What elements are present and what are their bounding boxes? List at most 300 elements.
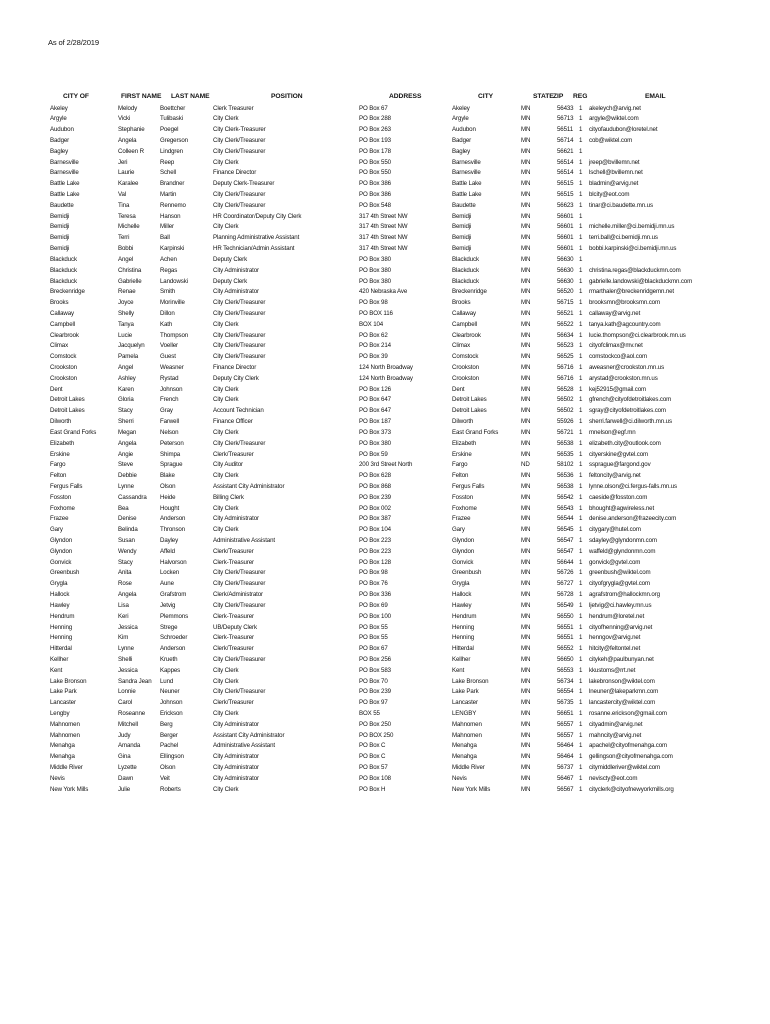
zip-cell: 56557 — [557, 731, 574, 739]
reg-cell: 1 — [579, 785, 583, 793]
state-cell: MN — [521, 418, 531, 426]
state-cell: MN — [521, 407, 531, 415]
position-cell: Deputy Clerk-Treasurer — [213, 180, 275, 188]
reg-cell: 1 — [579, 234, 583, 242]
table-row — [0, 623, 770, 634]
first-name-cell: Angie — [118, 450, 134, 458]
position-cell: City Administrator — [213, 720, 259, 728]
last-name-cell: Erickson — [160, 710, 183, 717]
email-cell: terri.ball@ci.bemidji.mn.us — [589, 234, 658, 242]
state-cell: MN — [521, 634, 531, 642]
position-cell: Assistant City Administrator — [213, 482, 285, 490]
state-cell: MN — [521, 785, 531, 793]
table-row — [0, 450, 770, 461]
state-cell: MN — [521, 180, 531, 188]
first-name-cell: Lynne — [118, 482, 134, 490]
table-row — [0, 612, 770, 623]
first-name-cell: Karen — [118, 385, 134, 393]
state-cell: MN — [521, 601, 531, 609]
last-name-cell: Weasner — [160, 364, 184, 371]
city-cell: Glyndon — [452, 537, 475, 544]
address-cell: 317 4th Street NW — [359, 234, 408, 242]
first-name-cell: Roseanne — [118, 710, 146, 717]
city-of-cell: Lake Bronson — [50, 677, 87, 685]
city-of-cell: Crookston — [50, 374, 77, 382]
address-cell: 420 Nebraska Ave — [359, 288, 408, 296]
table-row — [0, 255, 770, 266]
position-cell: Clerk-Treasurer — [213, 558, 254, 566]
address-cell: BOX 104 — [359, 320, 384, 328]
first-name-cell: Bobbi — [118, 245, 134, 253]
zip-cell: 56547 — [557, 537, 574, 544]
address-cell: PO Box 98 — [359, 299, 388, 307]
position-cell: Deputy Clerk — [213, 277, 248, 285]
last-name-cell: Plemmons — [160, 612, 189, 620]
first-name-cell: Jessica — [118, 623, 138, 631]
city-cell: Climax — [452, 342, 471, 350]
city-cell: Mahnomen — [452, 731, 482, 739]
table-row — [0, 114, 770, 125]
address-cell: 317 4th Street NW — [359, 223, 408, 231]
position-cell: City Clerk/Treasurer — [213, 136, 266, 144]
zip-cell: 56630 — [557, 266, 574, 274]
table-row — [0, 309, 770, 320]
email-cell: blcity@eot.com — [589, 191, 630, 198]
last-name-cell: Blake — [160, 472, 175, 480]
first-name-cell: Karalee — [118, 180, 139, 188]
city-of-cell: Dilworth — [50, 418, 72, 426]
table-row — [0, 212, 770, 223]
reg-cell: 1 — [579, 623, 583, 631]
city-of-cell: Mahnomen — [50, 731, 80, 739]
state-cell: MN — [521, 710, 531, 717]
reg-cell: 1 — [579, 136, 583, 144]
first-name-cell: Sandra Jean — [118, 677, 152, 685]
city-of-cell: Grygla — [50, 580, 68, 588]
first-name-cell: Belinda — [118, 526, 138, 534]
address-cell: PO Box 187 — [359, 418, 391, 426]
address-cell: 124 North Broadway — [359, 374, 413, 382]
last-name-cell: Boettcher — [160, 104, 186, 112]
first-name-cell: Teresa — [118, 212, 136, 220]
table-row — [0, 168, 770, 179]
state-cell: MN — [521, 115, 531, 123]
table-row — [0, 504, 770, 515]
state-cell: MN — [521, 331, 531, 339]
first-name-cell: Christina — [118, 266, 142, 274]
first-name-cell: Denise — [118, 515, 137, 523]
city-cell: Fergus Falls — [452, 482, 485, 490]
table-row — [0, 493, 770, 504]
email-cell: sgray@cityofdetroitlakes.com — [589, 407, 666, 415]
address-cell: PO Box 647 — [359, 407, 391, 415]
email-cell: cityadmin@arvig.net — [589, 720, 643, 728]
city-cell: Audubon — [452, 126, 476, 134]
email-cell: akeleych@arvig.net — [589, 104, 641, 112]
reg-cell: 1 — [579, 547, 583, 555]
state-cell: MN — [521, 666, 531, 674]
zip-cell: 56554 — [557, 688, 574, 696]
first-name-cell: Sherri — [118, 418, 134, 426]
first-name-cell: Joyce — [118, 299, 134, 307]
city-cell: Akeley — [452, 104, 470, 112]
first-name-cell: Renae — [118, 288, 136, 296]
last-name-cell: Hanson — [160, 212, 181, 220]
table-row — [0, 298, 770, 309]
city-cell: Bemidji — [452, 223, 472, 231]
first-name-cell: Terri — [118, 234, 130, 242]
state-cell: MN — [521, 580, 531, 588]
zip-cell: 56549 — [557, 601, 574, 609]
reg-cell: 1 — [579, 309, 583, 317]
position-cell: HR Coordinator/Deputy City Clerk — [213, 212, 302, 220]
last-name-cell: Strege — [160, 623, 178, 631]
first-name-cell: Michelle — [118, 223, 140, 231]
table-row — [0, 201, 770, 212]
address-cell: PO Box 250 — [359, 720, 391, 728]
address-cell: PO Box 628 — [359, 472, 391, 480]
zip-cell: 56601 — [557, 234, 574, 242]
city-of-cell: Climax — [50, 342, 69, 350]
table-row — [0, 514, 770, 525]
address-cell: PO Box 288 — [359, 115, 391, 123]
position-cell: Clerk/Administrator — [213, 591, 263, 599]
state-cell: MN — [521, 234, 531, 242]
state-cell: MN — [521, 774, 531, 782]
position-cell: City Clerk — [213, 526, 239, 534]
email-cell: cob@wiktel.com — [589, 136, 633, 144]
table-row — [0, 277, 770, 288]
city-cell: Kellher — [452, 655, 471, 663]
city-of-cell: Campbell — [50, 320, 75, 328]
zip-cell: 56716 — [557, 364, 574, 371]
column-header: POSITION — [271, 93, 303, 100]
table-row — [0, 547, 770, 558]
address-cell: PO Box C — [359, 742, 386, 750]
address-cell: PO Box 104 — [359, 526, 391, 534]
state-cell: MN — [521, 136, 531, 144]
position-cell: City Administrator — [213, 288, 259, 296]
reg-cell: 1 — [579, 201, 583, 209]
city-of-cell: Blackduck — [50, 255, 77, 263]
reg-cell: 1 — [579, 591, 583, 599]
last-name-cell: Anderson — [160, 645, 186, 653]
city-cell: Lake Park — [452, 688, 479, 696]
as-of-date: As of 2/28/2019 — [48, 38, 99, 47]
table-row — [0, 179, 770, 190]
table-row — [0, 731, 770, 742]
table-row — [0, 590, 770, 601]
last-name-cell: Regas — [160, 266, 178, 274]
address-cell: PO Box 223 — [359, 537, 391, 544]
city-cell: Campbell — [452, 320, 477, 328]
city-of-cell: Felton — [50, 472, 67, 480]
zip-cell: 56538 — [557, 439, 574, 447]
first-name-cell: Debbie — [118, 472, 137, 480]
email-cell: agrafstrom@hallockmn.org — [589, 591, 660, 599]
state-cell: MN — [521, 450, 531, 458]
state-cell: MN — [521, 482, 531, 490]
state-cell: MN — [521, 623, 531, 631]
table-row — [0, 439, 770, 450]
table-row — [0, 752, 770, 763]
address-cell: PO Box 55 — [359, 634, 388, 642]
column-header: CITY OF — [63, 93, 89, 100]
address-cell: PO Box 373 — [359, 428, 391, 436]
address-cell: PO Box 59 — [359, 450, 388, 458]
zip-cell: 56550 — [557, 612, 574, 620]
last-name-cell: Ball — [160, 234, 170, 242]
email-cell: rosanne.erickson@gmail.com — [589, 710, 667, 717]
position-cell: City Clerk — [213, 396, 239, 404]
reg-cell: 1 — [579, 731, 583, 739]
address-cell: PO Box 550 — [359, 158, 391, 166]
city-cell: LENGBY — [452, 710, 477, 717]
first-name-cell: Lucie — [118, 331, 133, 339]
email-cell: feltoncity@arvig.net — [589, 472, 641, 480]
address-cell: PO Box 97 — [359, 699, 388, 707]
city-of-cell: Detroit Lakes — [50, 407, 85, 415]
first-name-cell: Susan — [118, 537, 135, 544]
zip-cell: 56514 — [557, 169, 574, 177]
zip-cell: 56721 — [557, 428, 574, 436]
last-name-cell: Thompson — [160, 331, 189, 339]
city-of-cell: Bemidji — [50, 212, 70, 220]
position-cell: City Administrator — [213, 764, 259, 772]
first-name-cell: Mitchell — [118, 720, 138, 728]
last-name-cell: Anderson — [160, 515, 186, 523]
first-name-cell: Rose — [118, 580, 132, 588]
last-name-cell: Rystad — [160, 374, 179, 382]
table-row — [0, 266, 770, 277]
last-name-cell: Morinville — [160, 299, 185, 307]
table-row — [0, 428, 770, 439]
last-name-cell: Aune — [160, 580, 174, 588]
first-name-cell: Ashley — [118, 374, 136, 382]
table-row — [0, 374, 770, 385]
zip-cell: 56737 — [557, 764, 574, 772]
address-cell: PO Box 583 — [359, 666, 391, 674]
position-cell: Deputy City Clerk — [213, 374, 259, 382]
reg-cell: 1 — [579, 147, 583, 155]
city-cell: Barnesville — [452, 158, 481, 166]
email-cell: christina.regas@blackduckmn.com — [589, 266, 681, 274]
reg-cell: 1 — [579, 450, 583, 458]
reg-cell: 1 — [579, 169, 583, 177]
city-of-cell: Hitterdal — [50, 645, 72, 653]
city-of-cell: Bemidji — [50, 245, 70, 253]
email-cell: tinar@ci.baudette.mn.us — [589, 201, 653, 209]
position-cell: Clerk/Treasurer — [213, 645, 254, 653]
city-cell: Crookston — [452, 364, 479, 371]
state-cell: MN — [521, 526, 531, 534]
address-cell: 124 North Broadway — [359, 364, 413, 371]
position-cell: Administrative Assistant — [213, 742, 275, 750]
state-cell: MN — [521, 515, 531, 523]
city-cell: Hitterdal — [452, 645, 474, 653]
first-name-cell: Tanya — [118, 320, 134, 328]
reg-cell: 1 — [579, 688, 583, 696]
zip-cell: 56515 — [557, 180, 574, 188]
zip-cell: 56535 — [557, 450, 574, 458]
city-cell: Dent — [452, 385, 465, 393]
first-name-cell: Angel — [118, 364, 134, 371]
address-cell: PO Box 39 — [359, 353, 388, 361]
table-row — [0, 482, 770, 493]
first-name-cell: Angela — [118, 439, 137, 447]
city-of-cell: Bemidji — [50, 234, 70, 242]
email-cell: bobbi.karpinski@ci.bemidji.mn.us — [589, 245, 677, 253]
city-cell: Erskine — [452, 450, 472, 458]
zip-cell: 56630 — [557, 255, 574, 263]
reg-cell: 1 — [579, 472, 583, 480]
last-name-cell: Pachel — [160, 742, 179, 750]
first-name-cell: Cassandra — [118, 493, 147, 501]
table-row — [0, 104, 770, 115]
first-name-cell: Carol — [118, 699, 133, 707]
position-cell: Finance Director — [213, 169, 257, 177]
city-of-cell: Akeley — [50, 104, 68, 112]
first-name-cell: Gina — [118, 753, 131, 761]
email-cell: citygary@hutel.com — [589, 526, 641, 534]
zip-cell: 58102 — [557, 461, 574, 469]
position-cell: City Clerk/Treasurer — [213, 688, 266, 696]
reg-cell: 1 — [579, 601, 583, 609]
city-cell: Comstock — [452, 353, 479, 361]
last-name-cell: Schell — [160, 169, 177, 177]
table-row — [0, 385, 770, 396]
state-cell: MN — [521, 764, 531, 772]
position-cell: Billing Clerk — [213, 493, 244, 501]
state-cell: MN — [521, 288, 531, 296]
position-cell: City Administrator — [213, 753, 259, 761]
email-cell: hitcity@feltontel.net — [589, 645, 641, 653]
reg-cell: 1 — [579, 407, 583, 415]
column-header: CITY — [478, 93, 494, 100]
position-cell: Clerk/Treasurer — [213, 547, 254, 555]
last-name-cell: Guest — [160, 353, 176, 361]
email-cell: sherri.farwell@ci.dilworth.mn.us — [589, 418, 672, 426]
last-name-cell: Karpinski — [160, 245, 185, 253]
position-cell: City Clerk/Treasurer — [213, 601, 266, 609]
first-name-cell: Bea — [118, 504, 129, 512]
email-cell: gfrench@cityofdetroitlakes.com — [589, 396, 672, 404]
table-row — [0, 785, 770, 796]
address-cell: PO Box 647 — [359, 396, 391, 404]
last-name-cell: Roberts — [160, 785, 181, 793]
first-name-cell: Amanda — [118, 742, 141, 750]
state-cell: MN — [521, 277, 531, 285]
last-name-cell: Nelson — [160, 428, 179, 436]
reg-cell: 1 — [579, 461, 583, 469]
reg-cell: 1 — [579, 764, 583, 772]
state-cell: MN — [521, 645, 531, 653]
city-cell: Middle River — [452, 764, 485, 772]
last-name-cell: Locken — [160, 569, 180, 577]
email-cell: sdayley@glyndonmn.com — [589, 537, 657, 544]
zip-cell: 56520 — [557, 288, 574, 296]
city-of-cell: East Grand Forks — [50, 428, 97, 436]
last-name-cell: Landowski — [160, 277, 188, 285]
city-of-cell: Kellher — [50, 655, 69, 663]
reg-cell: 1 — [579, 396, 583, 404]
position-cell: City Auditor — [213, 461, 243, 469]
city-cell: Blackduck — [452, 266, 479, 274]
table-row — [0, 774, 770, 785]
city-cell: Foxhome — [452, 504, 477, 512]
state-cell: MN — [521, 266, 531, 274]
email-cell: mahncity@arvig.net — [589, 731, 642, 739]
email-cell: denise.anderson@frazeecity.com — [589, 515, 677, 523]
table-row — [0, 633, 770, 644]
zip-cell: 56515 — [557, 191, 574, 198]
table-row — [0, 363, 770, 374]
last-name-cell: Voeller — [160, 342, 178, 350]
last-name-cell: Ellingson — [160, 753, 184, 761]
reg-cell: 1 — [579, 331, 583, 339]
column-header: LAST NAME — [171, 93, 210, 100]
reg-cell: 1 — [579, 320, 583, 328]
table-row — [0, 158, 770, 169]
reg-cell: 1 — [579, 418, 583, 426]
city-of-cell: Menahga — [50, 753, 75, 761]
email-cell: henngov@arvig.net — [589, 634, 641, 642]
address-cell: PO Box 380 — [359, 439, 391, 447]
city-of-cell: Kent — [50, 666, 63, 674]
zip-cell: 56726 — [557, 569, 574, 577]
table-row — [0, 666, 770, 677]
last-name-cell: Johnson — [160, 699, 183, 707]
reg-cell: 1 — [579, 299, 583, 307]
city-cell: Henning — [452, 634, 475, 642]
state-cell: MN — [521, 320, 531, 328]
city-of-cell: Blackduck — [50, 266, 77, 274]
city-of-cell: Henning — [50, 623, 73, 631]
city-of-cell: Gary — [50, 526, 63, 534]
email-cell: bladmin@arvig.net — [589, 180, 639, 188]
state-cell: MN — [521, 169, 531, 177]
table-header-row — [0, 91, 770, 103]
reg-cell: 1 — [579, 104, 583, 112]
reg-cell: 1 — [579, 353, 583, 361]
city-of-cell: Battle Lake — [50, 180, 80, 188]
position-cell: City Clerk/Treasurer — [213, 580, 266, 588]
state-cell: MN — [521, 720, 531, 728]
address-cell: PO Box 57 — [359, 764, 388, 772]
address-cell: PO Box 193 — [359, 136, 391, 144]
position-cell: City Clerk-Treasurer — [213, 126, 266, 134]
state-cell: MN — [521, 158, 531, 166]
city-cell: Kent — [452, 666, 465, 674]
zip-cell: 56464 — [557, 742, 574, 750]
city-cell: Dilworth — [452, 418, 474, 426]
position-cell: City Clerk/Treasurer — [213, 342, 266, 350]
state-cell: MN — [521, 493, 531, 501]
position-cell: City Clerk/Treasurer — [213, 147, 266, 155]
zip-cell: 56542 — [557, 493, 574, 501]
position-cell: Assistant City Administrator — [213, 731, 285, 739]
city-of-cell: Glyndon — [50, 547, 73, 555]
state-cell: MN — [521, 591, 531, 599]
last-name-cell: Grafstrom — [160, 591, 187, 599]
reg-cell: 1 — [579, 245, 583, 253]
column-header: STATE — [533, 93, 554, 100]
last-name-cell: Farwell — [160, 418, 179, 426]
zip-cell: 56621 — [557, 147, 574, 155]
city-cell: Battle Lake — [452, 180, 482, 188]
email-cell: citykeh@paulbunyan.net — [589, 655, 654, 663]
zip-cell: 56433 — [557, 104, 574, 112]
